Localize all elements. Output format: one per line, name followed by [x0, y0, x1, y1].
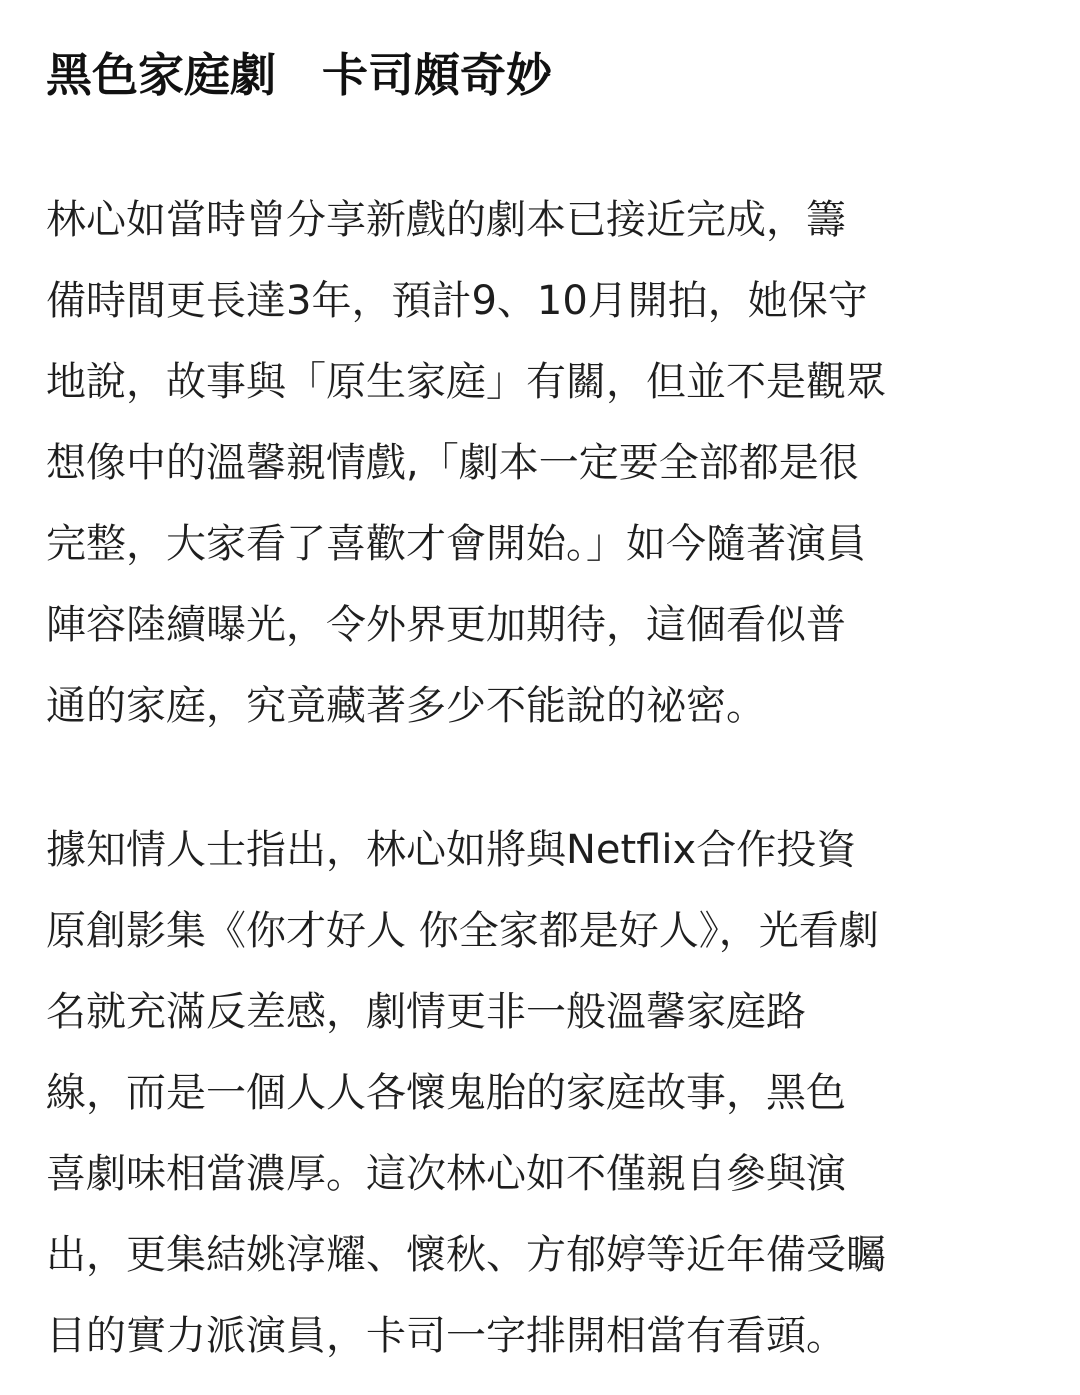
paragraph-line: 喜劇味相當濃厚。這次林心如不僅親自參與演	[46, 1151, 846, 1197]
paragraph-line: 原創影集《你才好人 你全家都是好人》，光看劇	[46, 908, 879, 954]
paragraph-line: 線，而是一個人人各懷鬼胎的家庭故事，黑色	[46, 1070, 846, 1116]
paragraph-line: 想像中的溫馨親情戲,「劇本一定要全部都是很	[46, 440, 859, 486]
paragraph-line: 據知情人士指出，林心如將與Netflix合作投資	[46, 827, 857, 873]
paragraph-line: 備時間更長達3年，預計9、10月開拍，她保守	[46, 278, 868, 324]
paragraph-line: 出，更集結姚淳耀、懷秋、方郁婷等近年備受矚	[46, 1232, 886, 1278]
paragraph-line: 地說，故事與「原生家庭」有關，但並不是觀眾	[46, 359, 886, 405]
paragraph-line: 名就充滿反差感，劇情更非一般溫馨家庭路	[46, 989, 806, 1035]
paragraph-line: 陣容陸續曝光，令外界更加期待，這個看似普	[46, 602, 846, 648]
paragraph-line: 通的家庭，究竟藏著多少不能說的祕密。	[46, 683, 766, 729]
section-heading: 黑色家庭劇 卡司頗奇妙	[46, 48, 552, 102]
paragraph-series-details	[46, 810, 886, 1377]
paragraph-line: 目的實力派演員，卡司一字排開相當有看頭。	[46, 1313, 846, 1359]
paragraph-line: 完整，大家看了喜歡才會開始。」如今隨著演員	[46, 521, 866, 567]
paragraph-casting-background	[46, 180, 886, 747]
paragraph-line: 林心如當時曾分享新戲的劇本已接近完成，籌	[46, 197, 846, 243]
